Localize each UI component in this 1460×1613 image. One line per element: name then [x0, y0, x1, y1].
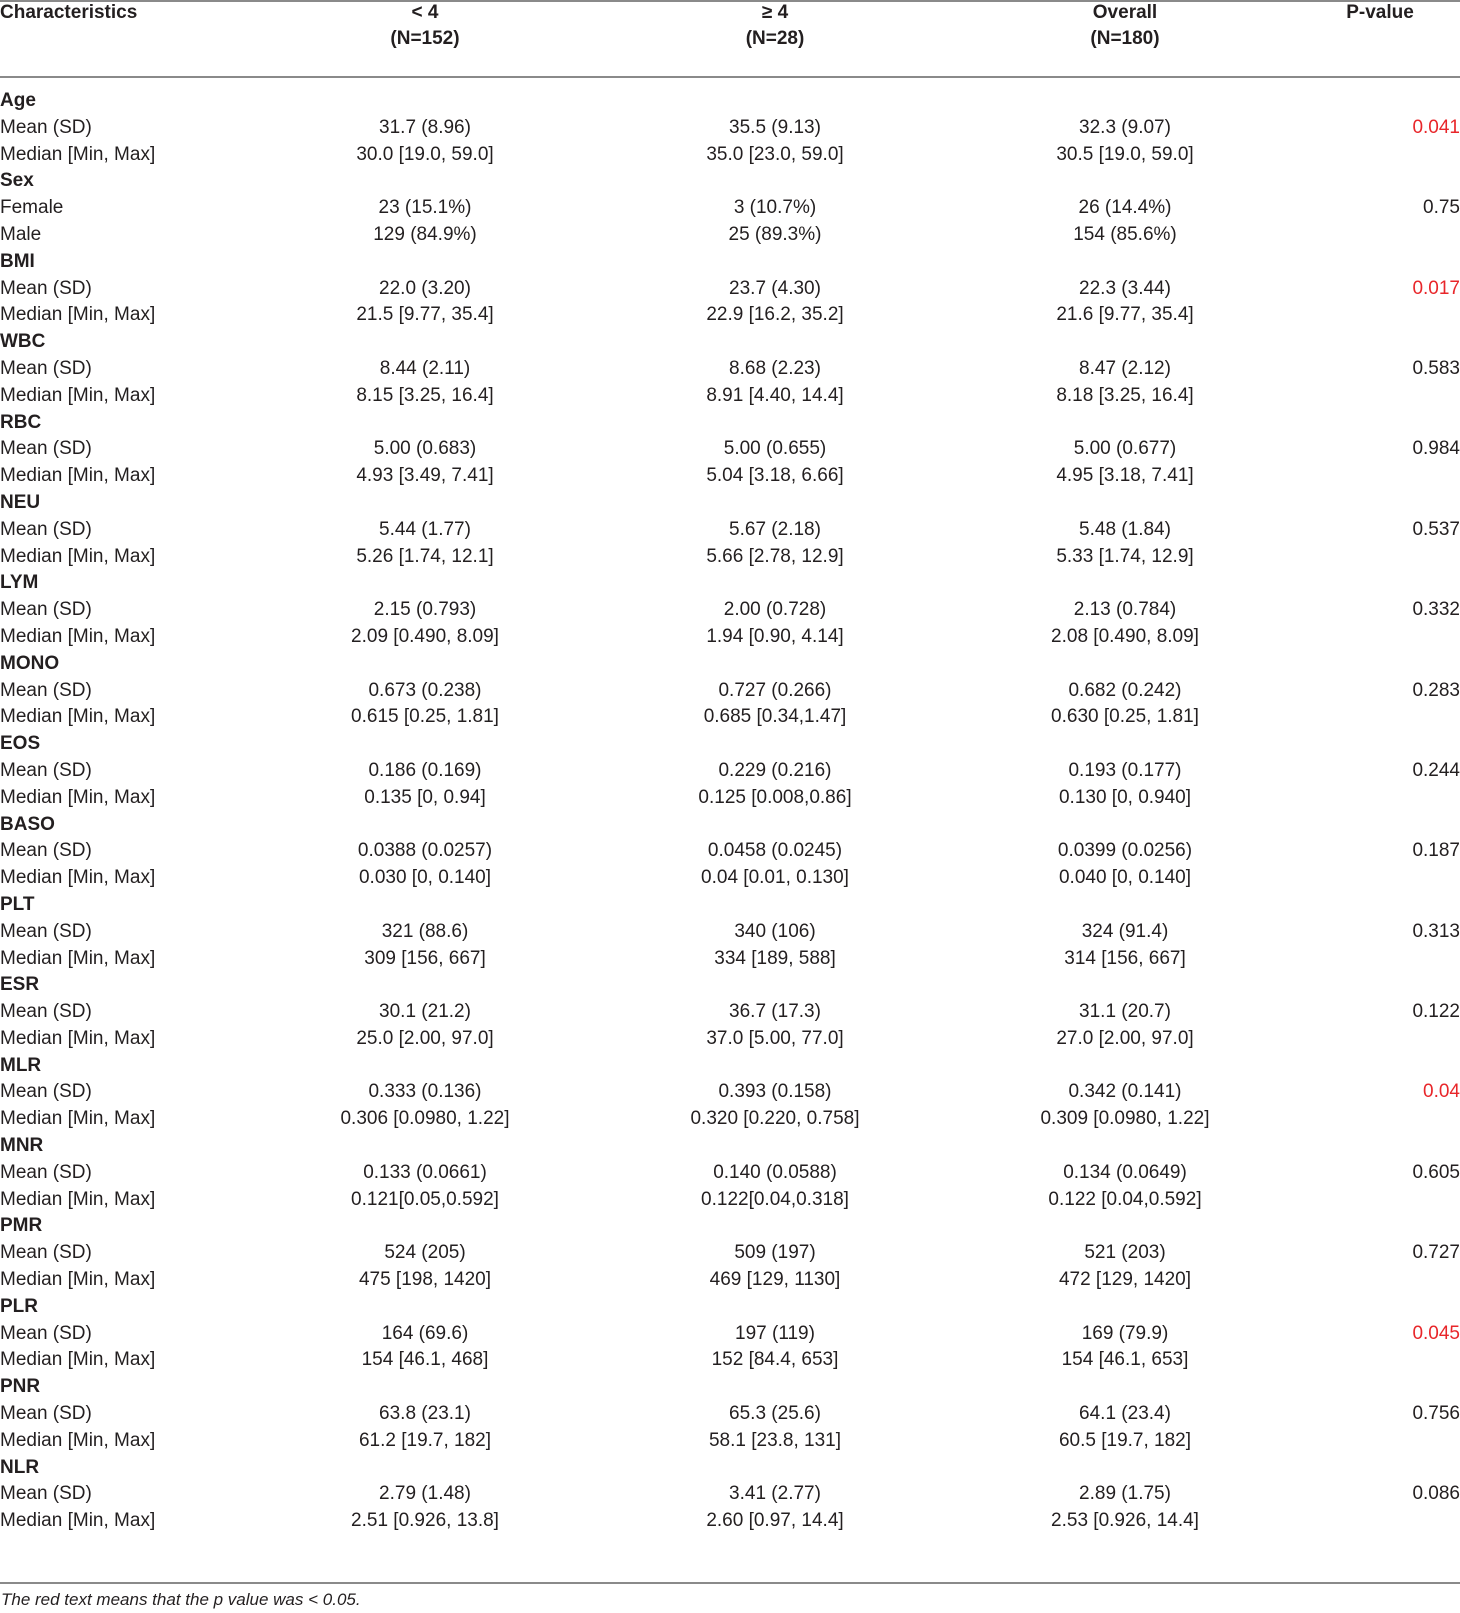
cell-lt4: 63.8 (23.1) — [379, 1403, 471, 1425]
table-row — [0, 1106, 1460, 1133]
group-row — [0, 651, 1460, 678]
row-label: Median [Min, Max] — [0, 143, 156, 165]
cell-ge4: 0.393 (0.158) — [718, 1081, 832, 1103]
cell-lt4: 8.44 (2.11) — [379, 357, 471, 379]
cell-ge4: 8.68 (2.23) — [729, 357, 821, 379]
cell-overall: 472 [129, 1420] — [1058, 1269, 1192, 1291]
cell-lt4: 5.00 (0.683) — [373, 438, 477, 460]
cell-ge4: 37.0 [5.00, 77.0] — [706, 1027, 844, 1049]
cell-pvalue: 0.756 — [1412, 1403, 1460, 1425]
cell-pvalue — [1300, 302, 1460, 329]
table-row — [0, 383, 1460, 410]
cell-ge4: 5.04 [3.18, 6.66] — [706, 465, 844, 487]
row-label: Median [Min, Max] — [0, 1108, 156, 1130]
row-label: Mean (SD) — [0, 1242, 92, 1264]
row-label: Mean (SD) — [0, 1322, 92, 1344]
row-label: Mean (SD) — [0, 1161, 92, 1183]
header-group-lt4-label: < 4 — [411, 2, 439, 23]
row-label: Median [Min, Max] — [0, 1510, 156, 1532]
cell-pvalue: 0.313 — [1412, 920, 1460, 942]
cell-lt4: 129 (84.9%) — [373, 223, 477, 245]
cell-overall: 5.00 (0.677) — [1073, 438, 1177, 460]
cell-pvalue: 0.537 — [1412, 518, 1460, 540]
cell-pvalue — [1300, 544, 1460, 571]
row-label: Mean (SD) — [0, 1081, 92, 1103]
cell-lt4: 524 (205) — [384, 1242, 466, 1264]
cell-ge4: 22.9 [16.2, 35.2] — [706, 304, 844, 326]
cell-pvalue — [1300, 865, 1460, 892]
group-label: LYM — [0, 572, 39, 594]
spacer-row — [0, 78, 1460, 88]
header-group-ge4 — [600, 0, 950, 78]
table-row — [0, 597, 1460, 624]
cell-ge4: 35.0 [23.0, 59.0] — [706, 143, 844, 165]
group-label: ESR — [0, 974, 40, 996]
cell-overall: 27.0 [2.00, 97.0] — [1056, 1027, 1194, 1049]
table-row — [0, 704, 1460, 731]
group-label: Sex — [0, 170, 34, 192]
cell-ge4: 23.7 (4.30) — [729, 277, 821, 299]
cell-lt4: 0.133 (0.0661) — [363, 1161, 487, 1183]
table-row — [0, 1267, 1460, 1294]
table-row — [0, 865, 1460, 892]
table-row — [0, 999, 1460, 1026]
cell-ge4: 197 (119) — [735, 1322, 815, 1344]
cell-pvalue: 0.605 — [1412, 1161, 1460, 1183]
table-row — [0, 544, 1460, 571]
table-row — [0, 1321, 1460, 1348]
cell-ge4: 36.7 (17.3) — [729, 1001, 821, 1023]
cell-overall: 2.08 [0.490, 8.09] — [1051, 625, 1199, 647]
cell-overall: 2.53 [0.926, 14.4] — [1051, 1510, 1199, 1532]
row-label: Median [Min, Max] — [0, 465, 156, 487]
cell-ge4: 0.04 [0.01, 0.130] — [701, 867, 849, 889]
cell-ge4: 3 (10.7%) — [733, 197, 817, 219]
cell-pvalue: 0.332 — [1412, 599, 1460, 621]
group-label: PMR — [0, 1215, 43, 1237]
cell-lt4: 31.7 (8.96) — [379, 116, 471, 138]
header-overall-label: Overall — [1092, 2, 1158, 23]
cell-lt4: 5.44 (1.77) — [379, 518, 471, 540]
cell-pvalue — [1300, 222, 1460, 249]
cell-lt4: 0.030 [0, 0.140] — [358, 867, 492, 889]
group-label: NLR — [0, 1456, 40, 1478]
cell-pvalue — [1300, 1026, 1460, 1053]
table-row — [0, 1401, 1460, 1428]
table-row — [0, 356, 1460, 383]
row-label: Median [Min, Max] — [0, 947, 156, 969]
cell-overall: 314 [156, 667] — [1064, 947, 1186, 969]
cell-ge4: 0.140 (0.0588) — [713, 1161, 837, 1183]
table-row — [0, 1160, 1460, 1187]
cell-pvalue: 0.75 — [1423, 197, 1460, 219]
cell-ge4: 0.727 (0.266) — [718, 679, 832, 701]
cell-lt4: 0.615 [0.25, 1.81] — [351, 706, 499, 728]
cell-lt4: 21.5 [9.77, 35.4] — [356, 304, 494, 326]
cell-ge4: 3.41 (2.77) — [729, 1483, 821, 1505]
cell-overall: 0.0399 (0.0256) — [1057, 840, 1193, 862]
table-footnote: The red text means that the p value was < 0.05. — [1, 1590, 361, 1609]
cell-lt4: 0.186 (0.169) — [368, 759, 482, 781]
cell-ge4: 1.94 [0.90, 4.14] — [706, 625, 844, 647]
cell-pvalue: 0.187 — [1412, 840, 1460, 862]
header-group-lt4 — [250, 0, 600, 78]
cell-ge4: 0.0458 (0.0245) — [707, 840, 843, 862]
group-label: PLR — [0, 1295, 38, 1317]
cell-pvalue — [1300, 1187, 1460, 1214]
table-row — [0, 1026, 1460, 1053]
cell-ge4: 469 [129, 1130] — [709, 1269, 841, 1291]
cell-lt4: 2.15 (0.793) — [373, 599, 477, 621]
cell-overall: 0.682 (0.242) — [1068, 679, 1182, 701]
cell-pvalue — [1300, 624, 1460, 651]
cell-pvalue — [1300, 383, 1460, 410]
cell-lt4: 5.26 [1.74, 12.1] — [356, 545, 494, 567]
cell-pvalue — [1300, 785, 1460, 812]
table-row — [0, 919, 1460, 946]
row-label: Median [Min, Max] — [0, 706, 156, 728]
row-label: Mean (SD) — [0, 679, 92, 701]
group-label: PLT — [0, 893, 35, 915]
group-row — [0, 1133, 1460, 1160]
row-label: Mean (SD) — [0, 277, 92, 299]
cell-overall: 4.95 [3.18, 7.41] — [1056, 465, 1194, 487]
group-row — [0, 1213, 1460, 1240]
group-row — [0, 88, 1460, 115]
group-row — [0, 1455, 1460, 1482]
cell-lt4: 0.135 [0, 0.94] — [364, 786, 486, 808]
table-row — [0, 1347, 1460, 1374]
cell-lt4: 154 [46.1, 468] — [361, 1349, 489, 1371]
table-row — [0, 946, 1460, 973]
row-label: Mean (SD) — [0, 518, 92, 540]
cell-ge4: 509 (197) — [734, 1242, 816, 1264]
cell-overall: 521 (203) — [1084, 1242, 1166, 1264]
cell-ge4: 8.91 [4.40, 14.4] — [706, 384, 844, 406]
table-row — [0, 463, 1460, 490]
cell-ge4: 2.60 [0.97, 14.4] — [706, 1510, 844, 1532]
header-group-lt4-n: (N=152) — [390, 28, 460, 49]
row-label: Mean (SD) — [0, 116, 92, 138]
group-row — [0, 1053, 1460, 1080]
table-row — [0, 758, 1460, 785]
cell-pvalue — [1300, 946, 1460, 973]
table-body — [0, 78, 1460, 1535]
cell-lt4: 2.09 [0.490, 8.09] — [351, 625, 499, 647]
row-label: Median [Min, Max] — [0, 384, 156, 406]
row-label: Median [Min, Max] — [0, 625, 156, 647]
group-label: PNR — [0, 1376, 41, 1398]
cell-overall: 154 (85.6%) — [1073, 223, 1177, 245]
cell-ge4: 0.122[0.04,0.318] — [701, 1188, 849, 1210]
group-label: MNR — [0, 1135, 44, 1157]
table-row — [0, 436, 1460, 463]
row-label: Mean (SD) — [0, 1403, 92, 1425]
cell-lt4: 0.306 [0.0980, 1.22] — [340, 1108, 510, 1130]
group-label: MONO — [0, 652, 60, 674]
cell-overall: 0.630 [0.25, 1.81] — [1051, 706, 1199, 728]
row-label: Mean (SD) — [0, 1483, 92, 1505]
table-header — [0, 0, 1460, 78]
cell-overall: 30.5 [19.0, 59.0] — [1056, 143, 1194, 165]
header-overall-n: (N=180) — [1090, 28, 1160, 49]
cell-ge4: 25 (89.3%) — [728, 223, 822, 245]
cell-overall: 324 (91.4) — [1081, 920, 1169, 942]
cell-overall: 22.3 (3.44) — [1079, 277, 1171, 299]
table-row — [0, 302, 1460, 329]
cell-ge4: 2.00 (0.728) — [723, 599, 827, 621]
cell-lt4: 61.2 [19.7, 182] — [358, 1429, 492, 1451]
cell-lt4: 23 (15.1%) — [378, 197, 472, 219]
cell-overall: 0.040 [0, 0.140] — [1058, 867, 1192, 889]
table-row — [0, 142, 1460, 169]
header-group-ge4-n: (N=28) — [745, 28, 805, 49]
group-row — [0, 410, 1460, 437]
row-label: Mean (SD) — [0, 920, 92, 942]
cell-overall: 0.130 [0, 0.940] — [1058, 786, 1192, 808]
header-pvalue: P-value — [1346, 2, 1414, 23]
table-row — [0, 838, 1460, 865]
cell-pvalue: 0.984 — [1412, 438, 1460, 460]
table-row — [0, 517, 1460, 544]
group-row — [0, 249, 1460, 276]
cell-ge4: 58.1 [23.8, 131] — [708, 1429, 842, 1451]
table-row — [0, 195, 1460, 222]
cell-pvalue-significant: 0.017 — [1412, 277, 1460, 299]
cell-overall: 60.5 [19.7, 182] — [1058, 1429, 1192, 1451]
cell-lt4: 0.121[0.05,0.592] — [351, 1188, 499, 1210]
cell-pvalue: 0.244 — [1412, 759, 1460, 781]
cell-pvalue: 0.583 — [1412, 357, 1460, 379]
cell-pvalue: 0.086 — [1412, 1483, 1460, 1505]
cell-ge4: 5.67 (2.18) — [729, 518, 821, 540]
cell-lt4: 0.673 (0.238) — [368, 679, 482, 701]
table-row — [0, 115, 1460, 142]
cell-pvalue: 0.122 — [1412, 1001, 1460, 1023]
cell-pvalue — [1300, 1106, 1460, 1133]
cell-ge4: 0.125 [0.008,0.86] — [698, 786, 852, 808]
row-label: Male — [0, 223, 42, 245]
row-label: Mean (SD) — [0, 759, 92, 781]
cell-lt4: 30.0 [19.0, 59.0] — [356, 143, 494, 165]
cell-overall: 0.193 (0.177) — [1068, 759, 1182, 781]
table-row — [0, 1428, 1460, 1455]
group-row — [0, 892, 1460, 919]
table-row — [0, 1079, 1460, 1106]
header-group-ge4-label: ≥ 4 — [761, 2, 789, 23]
cell-overall: 154 [46.1, 653] — [1061, 1349, 1189, 1371]
cell-ge4: 5.00 (0.655) — [723, 438, 827, 460]
cell-overall: 26 (14.4%) — [1078, 197, 1172, 219]
cell-pvalue — [1300, 1267, 1460, 1294]
group-label: Age — [0, 90, 36, 111]
row-label: Female — [0, 197, 64, 219]
cell-pvalue — [1300, 704, 1460, 731]
row-label: Mean (SD) — [0, 357, 92, 379]
table-row — [0, 276, 1460, 303]
cell-ge4: 334 [189, 588] — [714, 947, 836, 969]
row-label: Mean (SD) — [0, 599, 92, 621]
cell-lt4: 2.79 (1.48) — [379, 1483, 471, 1505]
row-label: Mean (SD) — [0, 438, 92, 460]
table-row — [0, 222, 1460, 249]
cell-lt4: 8.15 [3.25, 16.4] — [356, 384, 494, 406]
cell-pvalue: 0.727 — [1412, 1242, 1460, 1264]
row-label: Mean (SD) — [0, 840, 92, 862]
cell-ge4: 0.685 [0.34,1.47] — [703, 706, 847, 728]
table-row — [0, 1187, 1460, 1214]
group-label: WBC — [0, 331, 46, 353]
cell-lt4: 22.0 (3.20) — [379, 277, 471, 299]
cell-overall: 0.134 (0.0649) — [1063, 1161, 1187, 1183]
cell-lt4: 30.1 (21.2) — [379, 1001, 471, 1023]
group-row — [0, 168, 1460, 195]
row-label: Median [Min, Max] — [0, 1429, 156, 1451]
cell-ge4: 35.5 (9.13) — [729, 116, 821, 138]
group-row — [0, 731, 1460, 758]
header-overall — [950, 0, 1300, 78]
cell-ge4: 152 [84.4, 653] — [711, 1349, 839, 1371]
row-label: Median [Min, Max] — [0, 1027, 156, 1049]
cell-pvalue-significant: 0.045 — [1412, 1322, 1460, 1344]
cell-ge4: 340 (106) — [734, 920, 816, 942]
cell-lt4: 2.51 [0.926, 13.8] — [351, 1510, 499, 1532]
table-row — [0, 678, 1460, 705]
cell-lt4: 4.93 [3.49, 7.41] — [356, 465, 494, 487]
cell-overall: 169 (79.9) — [1081, 1322, 1169, 1344]
cell-pvalue: 0.283 — [1412, 679, 1460, 701]
cell-lt4: 164 (69.6) — [381, 1322, 469, 1344]
row-label: Median [Min, Max] — [0, 1349, 156, 1371]
table-row — [0, 1240, 1460, 1267]
table-row — [0, 624, 1460, 651]
group-row — [0, 490, 1460, 517]
cell-ge4: 0.229 (0.216) — [718, 759, 832, 781]
table-row — [0, 1508, 1460, 1535]
group-label: EOS — [0, 733, 41, 755]
cell-pvalue — [1300, 1508, 1460, 1535]
group-row — [0, 570, 1460, 597]
cell-ge4: 0.320 [0.220, 0.758] — [690, 1108, 860, 1130]
cell-lt4: 475 [198, 1420] — [358, 1269, 492, 1291]
cell-pvalue-significant: 0.041 — [1412, 116, 1460, 138]
cell-overall: 0.342 (0.141) — [1068, 1081, 1182, 1103]
row-label: Median [Min, Max] — [0, 1188, 156, 1210]
group-label: NEU — [0, 491, 41, 513]
cell-overall: 64.1 (23.4) — [1079, 1403, 1171, 1425]
group-row — [0, 1374, 1460, 1401]
cell-overall: 5.33 [1.74, 12.9] — [1056, 545, 1194, 567]
table-row — [0, 1481, 1460, 1508]
cell-overall: 0.309 [0.0980, 1.22] — [1040, 1108, 1210, 1130]
cell-overall: 8.47 (2.12) — [1079, 357, 1171, 379]
row-label: Median [Min, Max] — [0, 786, 156, 808]
table-row — [0, 785, 1460, 812]
group-label: RBC — [0, 411, 42, 433]
row-label: Median [Min, Max] — [0, 545, 156, 567]
cell-pvalue — [1300, 1428, 1460, 1455]
group-row — [0, 1294, 1460, 1321]
cell-pvalue — [1300, 1347, 1460, 1374]
cell-lt4: 0.0388 (0.0257) — [357, 840, 493, 862]
cell-lt4: 321 (88.6) — [381, 920, 469, 942]
cell-pvalue-significant: 0.04 — [1423, 1081, 1460, 1103]
row-label: Median [Min, Max] — [0, 1269, 156, 1291]
cell-overall: 31.1 (20.7) — [1079, 1001, 1171, 1023]
cell-lt4: 0.333 (0.136) — [368, 1081, 482, 1103]
cell-overall: 5.48 (1.84) — [1079, 518, 1171, 540]
group-row — [0, 329, 1460, 356]
group-row — [0, 972, 1460, 999]
group-row — [0, 812, 1460, 839]
cell-lt4: 309 [156, 667] — [364, 947, 486, 969]
cell-pvalue — [1300, 142, 1460, 169]
cell-ge4: 5.66 [2.78, 12.9] — [706, 545, 844, 567]
group-label: MLR — [0, 1054, 42, 1076]
cell-overall: 0.122 [0.04,0.592] — [1048, 1188, 1202, 1210]
cell-overall: 8.18 [3.25, 16.4] — [1056, 384, 1194, 406]
row-label: Median [Min, Max] — [0, 304, 156, 326]
cell-overall: 21.6 [9.77, 35.4] — [1056, 304, 1194, 326]
cell-ge4: 65.3 (25.6) — [729, 1403, 821, 1425]
header-characteristics: Characteristics — [0, 2, 138, 23]
cell-overall: 2.89 (1.75) — [1079, 1483, 1171, 1505]
cell-lt4: 25.0 [2.00, 97.0] — [356, 1027, 494, 1049]
group-label: BMI — [0, 250, 35, 272]
cell-pvalue — [1300, 463, 1460, 490]
row-label: Median [Min, Max] — [0, 867, 156, 889]
footer-rule — [0, 1582, 1460, 1584]
cell-overall: 2.13 (0.784) — [1073, 599, 1177, 621]
cell-overall: 32.3 (9.07) — [1079, 116, 1171, 138]
group-label: BASO — [0, 813, 55, 835]
row-label: Mean (SD) — [0, 1001, 92, 1023]
